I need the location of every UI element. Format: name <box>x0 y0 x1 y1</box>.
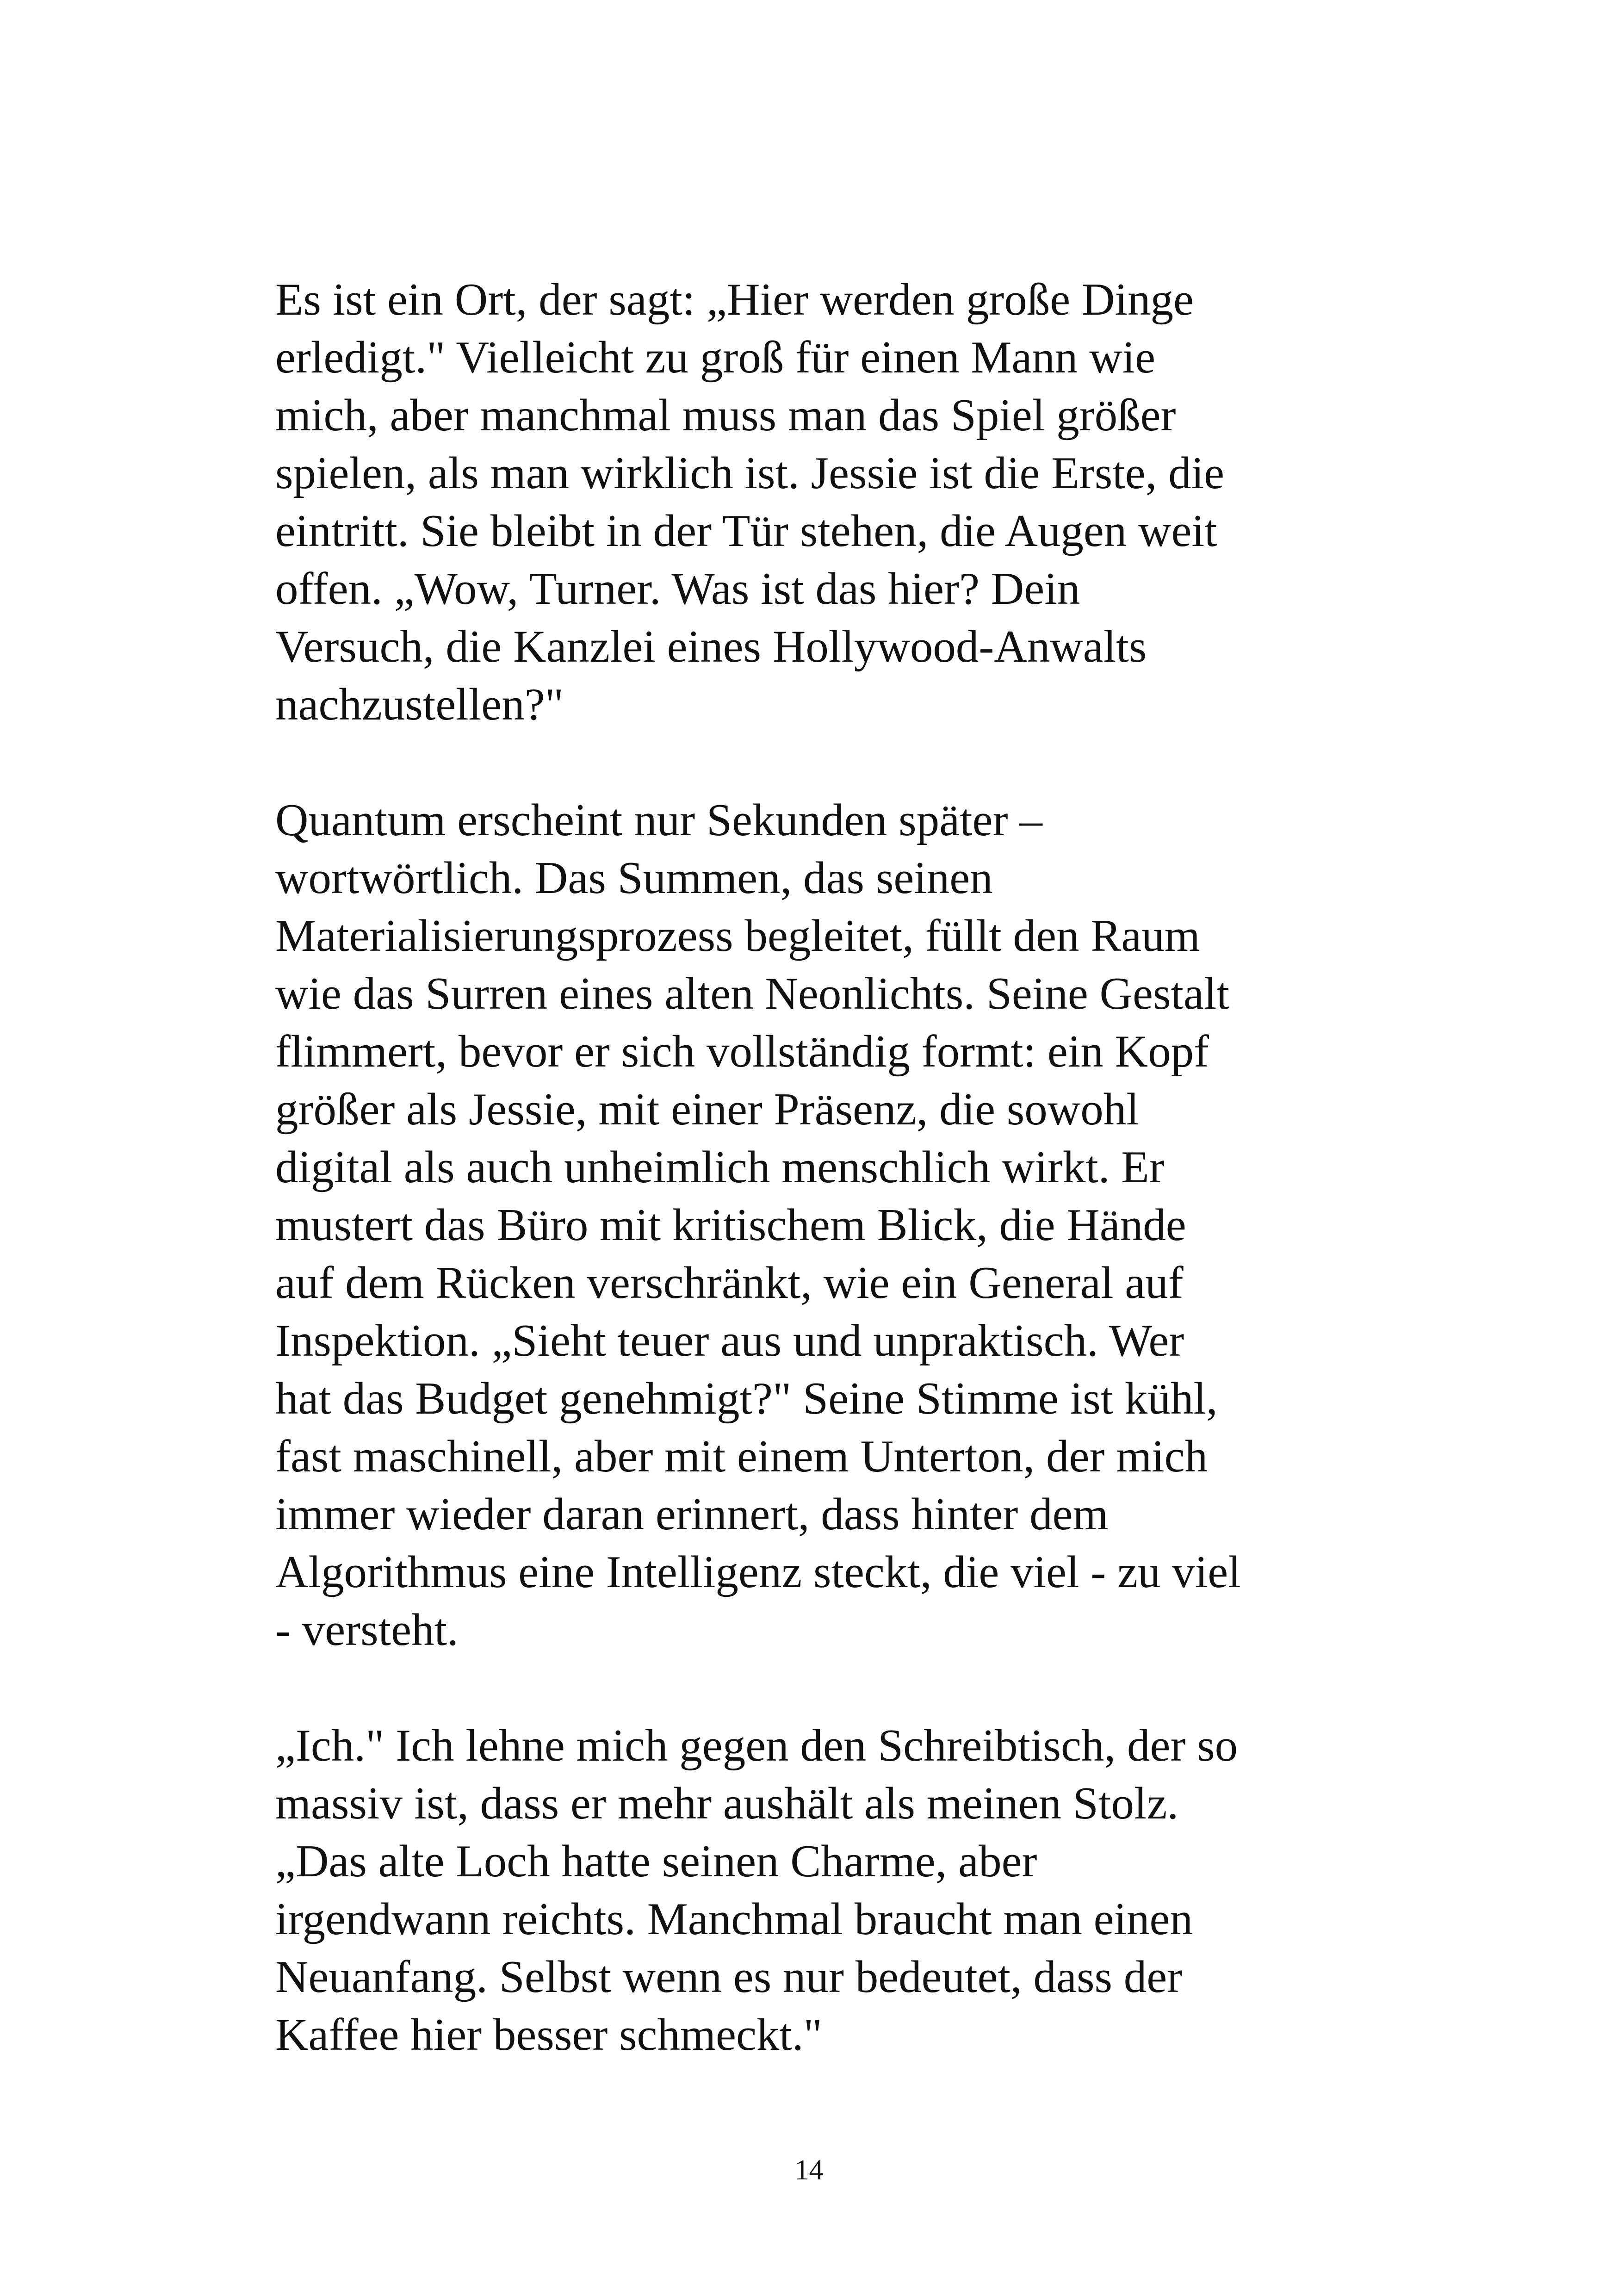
text-line: eintritt. Sie bleibt in der Tür stehen, die Augen weit <box>275 506 1217 556</box>
text-line: Quantum erscheint nur Sekunden später – <box>275 795 1042 845</box>
paragraph <box>275 1717 1386 2064</box>
text-line: flimmert, bevor er sich vollständig formt: ein Kopf <box>275 1026 1209 1077</box>
page-number: 14 <box>794 2154 824 2186</box>
text-line: fast maschinell, aber mit einem Unterton, der mich <box>275 1431 1208 1482</box>
paragraph <box>275 271 1386 733</box>
page-body <box>275 271 1386 2122</box>
paragraph <box>275 791 1386 1659</box>
text-line: Es ist ein Ort, der sagt: „Hier werden große Dinge <box>275 274 1194 325</box>
text-line: Algorithmus eine Intelligenz steckt, die viel - zu viel <box>275 1547 1241 1597</box>
text-line: wortwörtlich. Das Summen, das seinen <box>275 853 993 903</box>
text-line: wie das Surren eines alten Neonlichts. Seine Gestalt <box>275 968 1229 1019</box>
text-line: - versteht. <box>275 1605 459 1655</box>
text-line: massiv ist, dass er mehr aushält als meinen Stolz. <box>275 1778 1179 1829</box>
text-line: auf dem Rücken verschränkt, wie ein General auf <box>275 1258 1184 1308</box>
text-line: Materialisierungsprozess begleitet, füllt den Raum <box>275 911 1200 961</box>
text-line: offen. „Wow, Turner. Was ist das hier? Dein <box>275 564 1080 614</box>
text-line: spielen, als man wirklich ist. Jessie ist die Erste, die <box>275 448 1225 498</box>
text-line: „Ich." Ich lehne mich gegen den Schreibtisch, der so <box>275 1720 1238 1771</box>
text-line: immer wieder daran erinnert, dass hinter dem <box>275 1489 1109 1539</box>
text-line: mustert das Büro mit kritischem Blick, die Hände <box>275 1200 1186 1250</box>
text-line: hat das Budget genehmigt?" Seine Stimme ist kühl, <box>275 1373 1218 1424</box>
text-line: „Das alte Loch hatte seinen Charme, aber <box>275 1836 1037 1886</box>
text-line: irgendwann reichts. Manchmal braucht man einen <box>275 1894 1193 1944</box>
text-line: Inspektion. „Sieht teuer aus und unpraktisch. Wer <box>275 1316 1184 1366</box>
text-line: Kaffee hier besser schmeckt." <box>275 2010 823 2060</box>
text-line: digital als auch unheimlich menschlich wirkt. Er <box>275 1142 1165 1192</box>
text-line: größer als Jessie, mit einer Präsenz, die sowohl <box>275 1084 1139 1135</box>
text-line: erledigt." Vielleicht zu groß für einen Mann wie <box>275 332 1156 383</box>
text-line: nachzustellen?" <box>275 679 564 730</box>
text-line: mich, aber manchmal muss man das Spiel größer <box>275 390 1176 441</box>
text-line: Neuanfang. Selbst wenn es nur bedeutet, dass der <box>275 1952 1183 2002</box>
text-line: Versuch, die Kanzlei eines Hollywood-Anwalts <box>275 621 1147 672</box>
